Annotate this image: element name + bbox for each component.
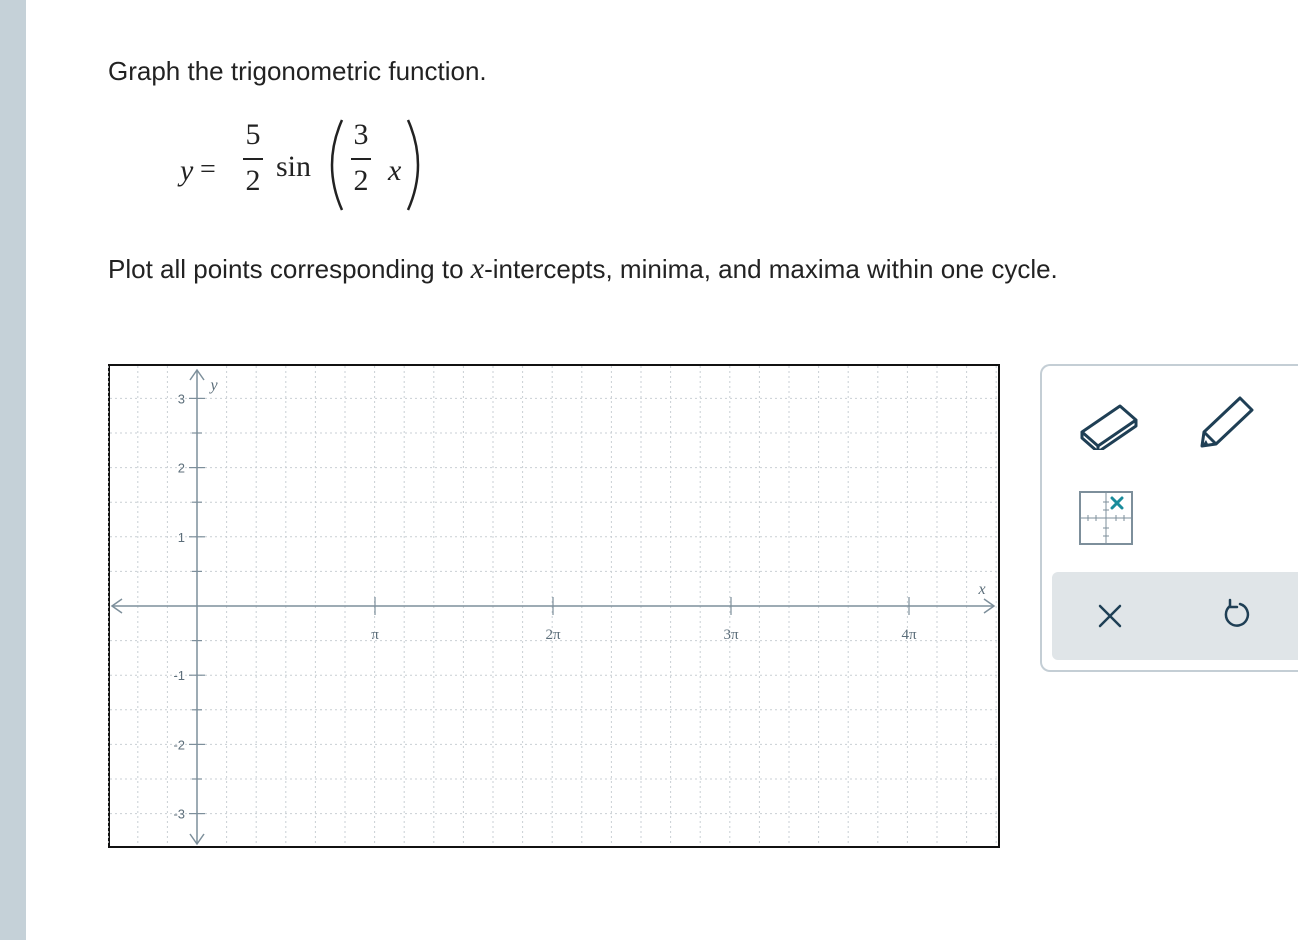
left-sidebar-bar (0, 0, 26, 940)
x-tick-label: 3π (723, 627, 739, 643)
point-tool-icon[interactable] (1078, 488, 1136, 546)
y-tick-label: 2 (177, 460, 185, 476)
sine-function: sin (276, 150, 312, 183)
graphing-area[interactable] (108, 364, 1000, 848)
x-tick-label: 4π (901, 627, 917, 643)
prompt-after: -intercepts, minima, and maxima within one cycle. (484, 254, 1058, 284)
coordinate-plane[interactable] (108, 364, 1000, 848)
prompt-before: Plot all points corresponding to (108, 254, 471, 284)
x-tick-label: 2π (545, 627, 561, 643)
left-parenthesis (318, 116, 348, 214)
y-tick-label: -1 (173, 668, 185, 684)
eraser-icon[interactable] (1076, 398, 1142, 450)
equation-equals: = (200, 154, 216, 185)
x-tick-label: π (371, 627, 379, 643)
argument-numerator: 3 (353, 118, 369, 151)
fraction-bar (243, 158, 263, 160)
prompt-variable: x (470, 252, 485, 285)
y-axis-label: y (210, 377, 218, 394)
y-tick-label: 1 (177, 529, 185, 545)
equation-lhs: y (180, 154, 194, 187)
undo-icon[interactable] (1218, 598, 1252, 632)
prompt-text (108, 252, 1058, 286)
action-bar (1052, 572, 1298, 660)
coefficient-numerator: 5 (245, 118, 261, 151)
equation-variable: x (388, 154, 402, 187)
y-tick-label: 3 (177, 391, 185, 407)
x-axis-label: x (978, 581, 986, 598)
clear-icon[interactable] (1096, 602, 1124, 630)
right-parenthesis (402, 116, 432, 214)
pencil-icon[interactable] (1194, 392, 1260, 450)
y-tick-label: -2 (173, 737, 185, 753)
graph-toolbar (1040, 364, 1298, 672)
fraction-bar (351, 158, 371, 160)
coefficient-denominator: 2 (245, 164, 261, 197)
y-tick-label: -3 (173, 806, 185, 822)
instruction-text: Graph the trigonometric function. (108, 56, 487, 86)
argument-denominator: 2 (353, 164, 369, 197)
